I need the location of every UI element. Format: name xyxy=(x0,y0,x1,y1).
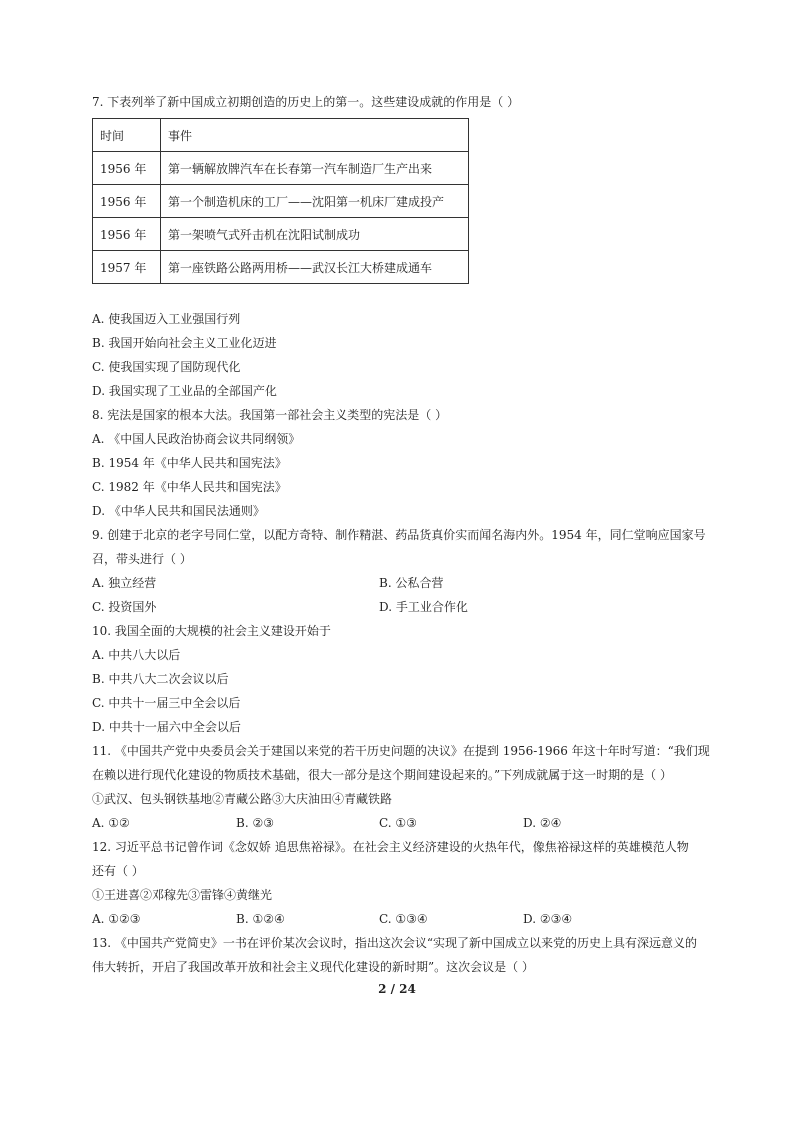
q11-stem-line2: 在赖以进行现代化建设的物质技术基础，很大一部分是这个期间建设起来的。”下列成就属于这一时期的是（ ） xyxy=(92,768,672,782)
table-row xyxy=(93,251,469,284)
table-cell-event: 第一辆解放牌汽车在长春第一汽车制造厂生产出来 xyxy=(161,152,469,185)
q13-stem-line2: 伟大转折，开启了我国改革开放和社会主义现代化建设的新时期”。这次会议是（ ） xyxy=(92,960,534,974)
q12-option-c: C. ①③④ xyxy=(379,912,428,926)
q13-stem-line1: 13. 《中国共产党简史》一书在评价某次会议时，指出这次会议“实现了新中国成立以来党的历史上具有深远意义的 xyxy=(92,936,698,950)
q7-option-d: D. 我国实现了工业品的全部国产化 xyxy=(92,384,277,398)
table-cell-event: 第一座铁路公路两用桥——武汉长江大桥建成通车 xyxy=(161,251,469,284)
table-row xyxy=(93,218,469,251)
q9-option-a: A. 独立经营 xyxy=(92,576,157,590)
q8-option-c: C. 1982 年《中华人民共和国宪法》 xyxy=(92,480,287,494)
q10-option-a: A. 中共八大以后 xyxy=(92,648,181,662)
q9-option-b: B. 公私合营 xyxy=(379,576,444,590)
q8-option-b: B. 1954 年《中华人民共和国宪法》 xyxy=(92,456,287,470)
q11-option-d: D. ②④ xyxy=(523,816,562,830)
q8-stem: 8. 宪法是国家的根本大法。我国第一部社会主义类型的宪法是（ ） xyxy=(92,408,448,422)
table-cell-event: 第一架喷气式歼击机在沈阳试制成功 xyxy=(161,218,469,251)
q11-option-c: C. ①③ xyxy=(379,816,417,830)
q12-stem-line1: 12. 习近平总书记曾作词《念奴娇 追思焦裕禄》。在社会主义经济建设的火热年代，像焦裕禄这样的英雄模范人物 xyxy=(92,840,689,854)
table-cell-time: 1957 年 xyxy=(93,251,161,284)
q12-option-a: A. ①②③ xyxy=(92,912,141,926)
q12-stem-line2: 还有（ ） xyxy=(92,864,144,878)
q11-stem-line1: 11. 《中国共产党中央委员会关于建国以来党的若干历史问题的决议》在提到 1956-1966 年这十年时写道：“我们现 xyxy=(92,744,710,758)
q8-option-a: A. 《中国人民政治协商会议共同纲领》 xyxy=(92,432,301,446)
table-header-time: 时间 xyxy=(93,119,161,152)
q10-option-c: C. 中共十一届三中全会以后 xyxy=(92,696,241,710)
q7-option-c: C. 使我国实现了国防现代化 xyxy=(92,360,241,374)
q11-items: ①武汉、包头钢铁基地②青藏公路③大庆油田④青藏铁路 xyxy=(92,792,393,806)
q7-stem: 7. 下表列举了新中国成立初期创造的历史上的第一。这些建设成就的作用是（ ） xyxy=(92,95,520,109)
table-cell-time: 1956 年 xyxy=(93,218,161,251)
page-number: 2 / 24 xyxy=(378,982,416,996)
q10-stem: 10. 我国全面的大规模的社会主义建设开始于 xyxy=(92,624,331,638)
q7-table xyxy=(92,118,469,284)
q7-option-b: B. 我国开始向社会主义工业化迈进 xyxy=(92,336,277,350)
q8-option-d: D. 《中华人民共和国民法通则》 xyxy=(92,504,265,518)
table-cell-time: 1956 年 xyxy=(93,152,161,185)
q7-option-a: A. 使我国迈入工业强国行列 xyxy=(92,312,241,326)
table-row xyxy=(93,152,469,185)
table-header-event: 事件 xyxy=(161,119,469,152)
q9-stem-line2: 召，带头进行（ ） xyxy=(92,552,192,566)
q12-items: ①王进喜②邓稼先③雷锋④黄继光 xyxy=(92,888,273,902)
q11-option-b: B. ②③ xyxy=(236,816,274,830)
table-header-row xyxy=(93,119,469,152)
q9-option-c: C. 投资国外 xyxy=(92,600,157,614)
table-row xyxy=(93,185,469,218)
q11-option-a: A. ①② xyxy=(92,816,130,830)
table-cell-event: 第一个制造机床的工厂——沈阳第一机床厂建成投产 xyxy=(161,185,469,218)
q12-option-b: B. ①②④ xyxy=(236,912,285,926)
table-cell-time: 1956 年 xyxy=(93,185,161,218)
q12-option-d: D. ②③④ xyxy=(523,912,573,926)
q9-stem-line1: 9. 创建于北京的老字号同仁堂，以配方奇特、制作精湛、药品货真价实而闻名海内外。1954 年，同仁堂响应国家号 xyxy=(92,528,706,542)
q10-option-d: D. 中共十一届六中全会以后 xyxy=(92,720,241,734)
q9-option-d: D. 手工业合作化 xyxy=(379,600,468,614)
q10-option-b: B. 中共八大二次会议以后 xyxy=(92,672,229,686)
